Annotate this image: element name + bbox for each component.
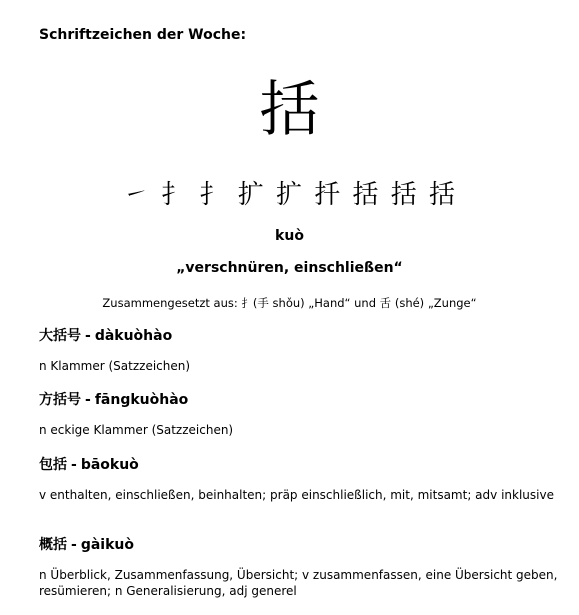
stroke-step: 扦 <box>314 180 342 210</box>
word-title <box>39 325 172 345</box>
stroke-step: ㇀ <box>122 180 150 210</box>
word-hanzi: 方括号 <box>39 392 81 408</box>
word-hanzi: 包括 <box>39 457 67 473</box>
stroke-step: 括 <box>429 180 457 210</box>
word-definition: v enthalten, einschließen, beinhalten; präp einschließlich, mit, mitsamt; adv inklusive <box>39 488 554 502</box>
word-separator: - <box>71 537 77 553</box>
word-hanzi: 大括号 <box>39 328 81 344</box>
word-pinyin: dàkuòhào <box>94 328 173 344</box>
stroke-step: 括 <box>352 180 380 210</box>
word-definition: n Überblick, Zusammenfassung, Übersicht; v zusammenfassen, eine Übersicht geben, resümieren; n Generalisierung, adj generel <box>39 568 558 598</box>
stroke-step: 括 <box>390 180 418 210</box>
word-pinyin: gàikuò <box>80 537 134 553</box>
word-pinyin: fāngkuòhào <box>94 392 189 408</box>
word-separator: - <box>85 328 91 344</box>
word-title <box>39 534 134 554</box>
word-separator: - <box>71 457 77 473</box>
character-meaning: „verschnüren, einschließen“ <box>176 260 403 276</box>
stroke-order-sequence <box>0 174 579 211</box>
page-heading: Schriftzeichen der Woche: <box>39 27 247 43</box>
stroke-step: 扌 <box>199 180 227 210</box>
featured-character: 括 <box>259 75 320 145</box>
composition-note: Zusammengesetzt aus: 扌(手 shǒu) „Hand“ und 舌 (shé) „Zunge“ <box>102 296 477 310</box>
word-hanzi: 概括 <box>39 537 67 553</box>
word-definition: n Klammer (Satzzeichen) <box>39 359 191 373</box>
word-definition: n eckige Klammer (Satzzeichen) <box>39 423 234 437</box>
stroke-step: 扩 <box>237 180 265 210</box>
stroke-step: 扌 <box>161 180 189 210</box>
word-separator: - <box>85 392 91 408</box>
stroke-step: 扩 <box>275 180 303 210</box>
word-title <box>39 389 188 409</box>
character-pinyin: kuò <box>275 228 304 244</box>
word-pinyin: bāokuò <box>80 457 139 473</box>
word-title <box>39 454 139 474</box>
